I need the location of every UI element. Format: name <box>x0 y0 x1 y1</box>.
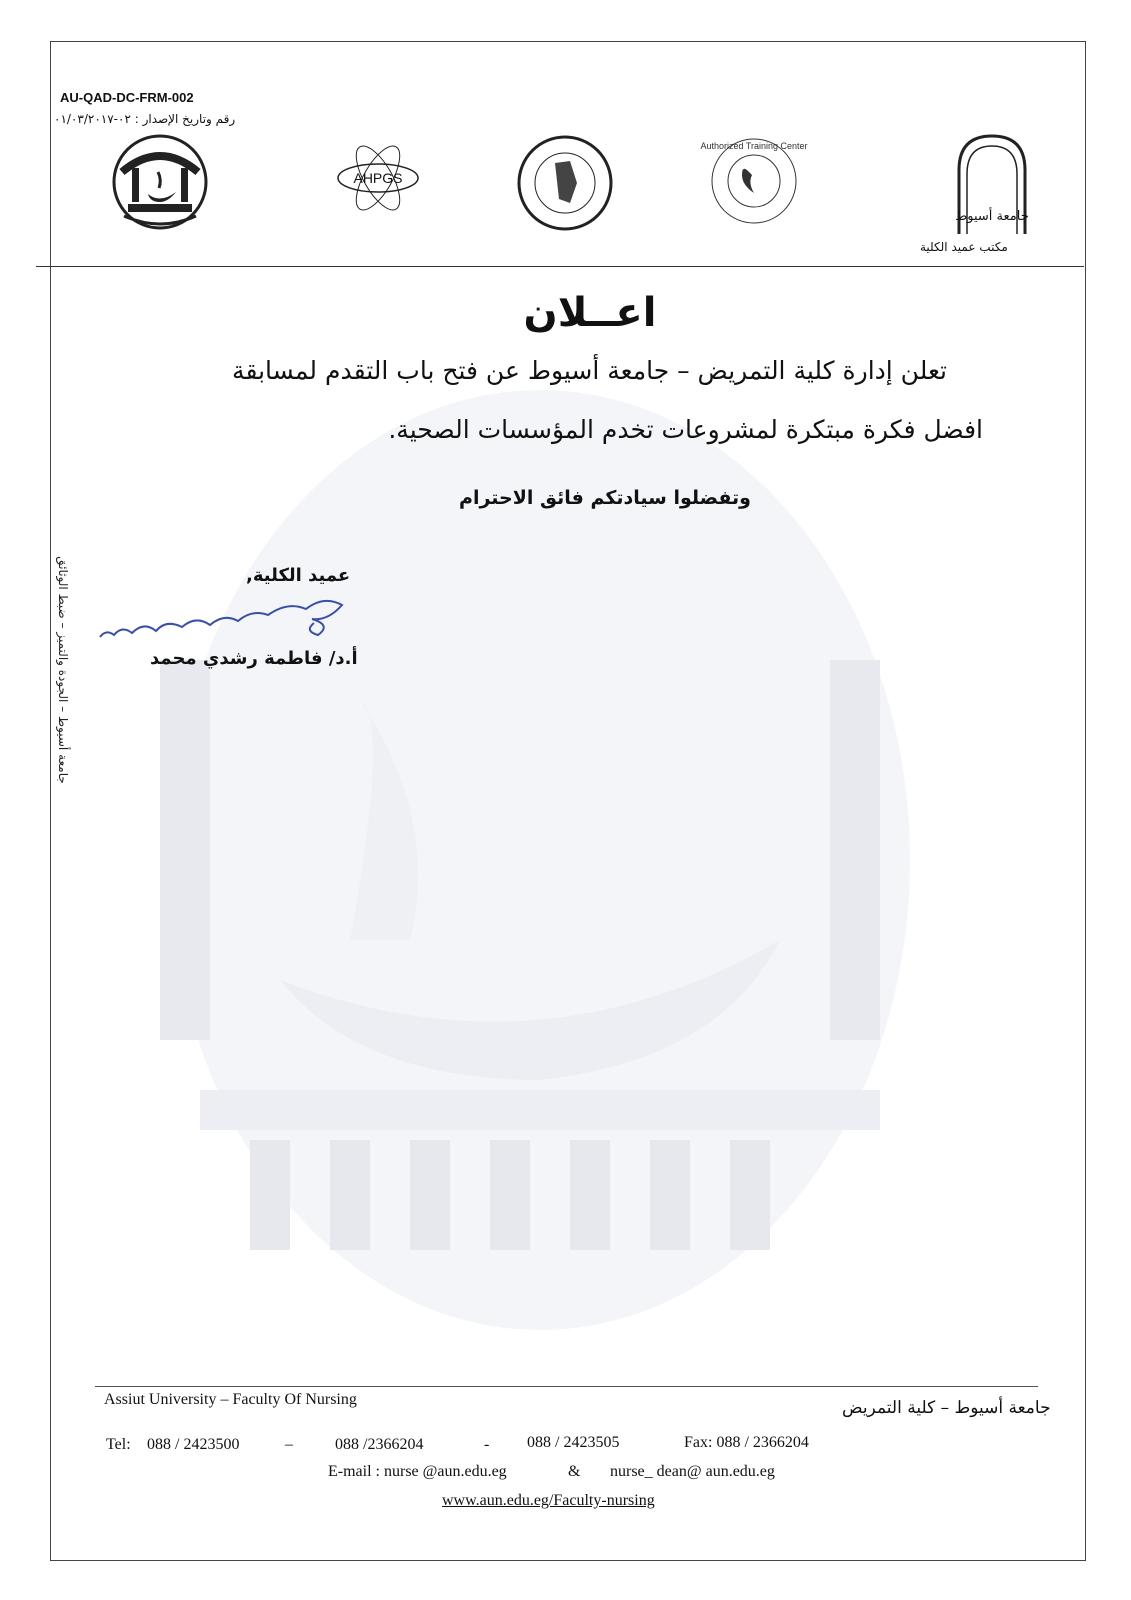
form-code: AU-QAD-DC-FRM-002 <box>60 90 194 105</box>
tel-separator-1: – <box>285 1436 293 1453</box>
tel-separator-2: - <box>484 1436 490 1453</box>
footer-org-en: Assiut University – Faculty Of Nursing <box>104 1391 357 1408</box>
dean-name: أ.د/ فاطمة رشدي محمد <box>150 648 358 669</box>
side-margin-text: جامعة أسيوط – الجودة والتميز – ضبط الوثائق <box>56 556 70 784</box>
tel-1: 088 / 2423500 <box>147 1436 240 1453</box>
faculty-seal-logo <box>110 132 210 232</box>
announcement-title: اعــلان <box>523 290 657 336</box>
website-link[interactable]: www.aun.edu.eg/Faculty-nursing <box>442 1492 655 1509</box>
announcement-line-1: تعلن إدارة كلية التمريض – جامعة أسيوط عن فتح باب التقدم لمسابقة <box>232 356 947 385</box>
tel-2: 088 /2366204 <box>335 1436 424 1453</box>
footer-divider <box>95 1386 1038 1387</box>
ahpgs-logo <box>333 138 423 218</box>
dean-office-label: مكتب عميد الكلية <box>920 240 1008 254</box>
aha-training-center-logo <box>700 135 808 227</box>
page-border <box>50 41 1086 1561</box>
fax: Fax: 088 / 2366204 <box>684 1434 809 1451</box>
tel-label: Tel: <box>106 1436 131 1453</box>
aha-text: Authorized Training Center <box>700 141 808 151</box>
footer-org-ar: جامعة أسيوط – كلية التمريض <box>842 1398 1051 1418</box>
closing-regards: وتفضلوا سيادتكم فائق الاحترام <box>459 487 751 509</box>
assiut-university-logo <box>953 130 1031 236</box>
email-separator: & <box>568 1463 581 1480</box>
dean-title: عميد الكلية, <box>246 565 351 586</box>
announcement-line-2: افضل فكرة مبتكرة لمشروعات تخدم المؤسسات الصحية. <box>388 415 983 444</box>
email-2[interactable]: nurse_ dean@ aun.edu.eg <box>610 1463 775 1480</box>
ahpgs-text: AHPGS <box>353 170 403 186</box>
email-1[interactable]: E-mail : nurse @aun.edu.eg <box>328 1463 507 1480</box>
naqaae-logo <box>515 133 615 233</box>
issue-date: رقم وتاريخ الإصدار : ٠٢-٠١/٠٣/٢٠١٧ <box>54 112 236 126</box>
handwritten-signature <box>92 585 362 655</box>
university-logo-text: جامعة أسيوط <box>955 209 1029 224</box>
header-divider <box>36 266 1084 267</box>
tel-3: 088 / 2423505 <box>527 1434 620 1451</box>
